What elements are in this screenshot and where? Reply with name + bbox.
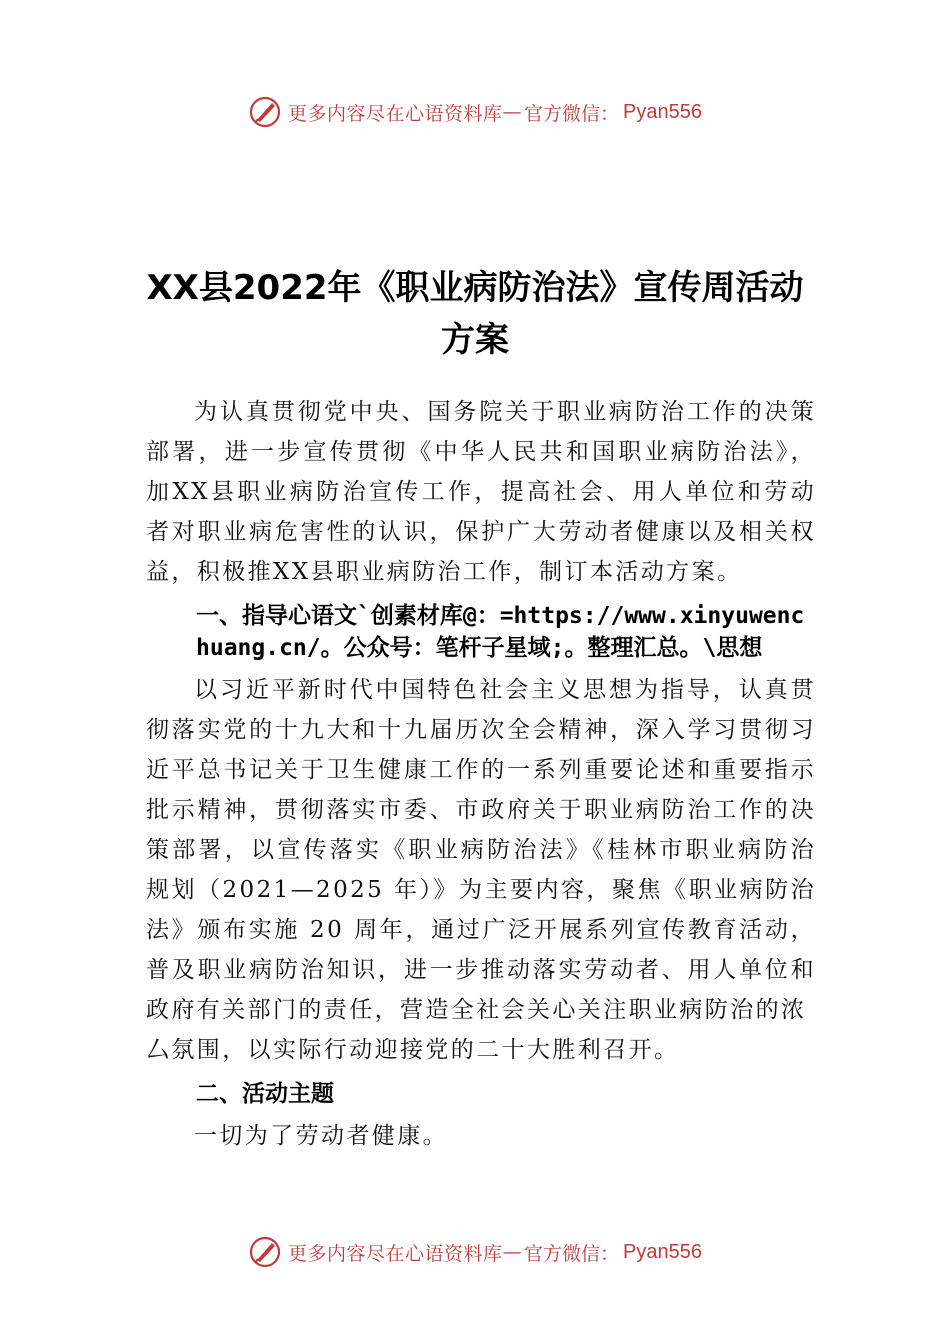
section-2-heading: 二、活动主题 bbox=[196, 1081, 334, 1107]
banner-wechat-id: Pyan556 bbox=[623, 1240, 702, 1263]
document-title: XX县2022年《职业病防治法》宣传周活动方案 bbox=[146, 268, 804, 360]
section-2-body: 一切为了劳动者健康。 bbox=[194, 1123, 448, 1149]
banner-separator: — bbox=[502, 1241, 523, 1263]
footer-banner bbox=[0, 1232, 950, 1272]
banner-wechat-id: Pyan556 bbox=[623, 100, 702, 123]
banner-wechat-label: 官方微信： bbox=[524, 1242, 620, 1265]
banner-separator: — bbox=[502, 101, 523, 123]
quill-logo-icon bbox=[248, 95, 282, 129]
intro-paragraph: 为认真贯彻党中央、国务院关于职业病防治工作的决策部署，进一步宣传贯彻《中华人民共和国职业病防治法》，加XX县职业病防治宣传工作，提高社会、用人单位和劳动者对职业病危害性的认识，保护广大劳动者健康以及相关权益，积极推XX县职业病防治工作，制订本活动方案。 bbox=[146, 399, 816, 585]
header-banner bbox=[0, 92, 950, 132]
banner-text: 更多内容尽在心语资料库 bbox=[288, 102, 503, 125]
document-body bbox=[146, 392, 816, 1156]
section-1-body-continued: 厶氛围，以实际行动迎接党的二十大胜利召开。 bbox=[146, 1037, 680, 1063]
quill-logo-icon bbox=[248, 1235, 282, 1269]
section-1-body: 以习近平新时代中国特色社会主义思想为指导，认真贯彻落实党的十九大和十九届历次全会精神，深入学习贯彻习近平总书记关于卫生健康工作的一系列重要论述和重要指示批示精神，贯彻落实市委、市政府关于职业病防治工作的决策部署，以宣传落实《职业病防治法》《桂林市职业病防治规划（2021—2025 年）》为主要内容，聚焦《职业病防治法》颁布实施 20 周年，通过广泛开展系列宣传教育活动，普及职业病防治知识，进一步推动落实劳动者、用人单位和政府有关部门的责任，营造全社会关心关注职业病防治的浓 bbox=[146, 677, 816, 1023]
section-1-heading: 一、指导心语文`创素材库@：=https://www.xinyuwenchuang.cn/。公众号：笔杆子星域;。整理汇总。\思想 bbox=[196, 603, 805, 661]
banner-wechat-label: 官方微信： bbox=[524, 102, 620, 125]
banner-text: 更多内容尽在心语资料库 bbox=[288, 1242, 503, 1265]
